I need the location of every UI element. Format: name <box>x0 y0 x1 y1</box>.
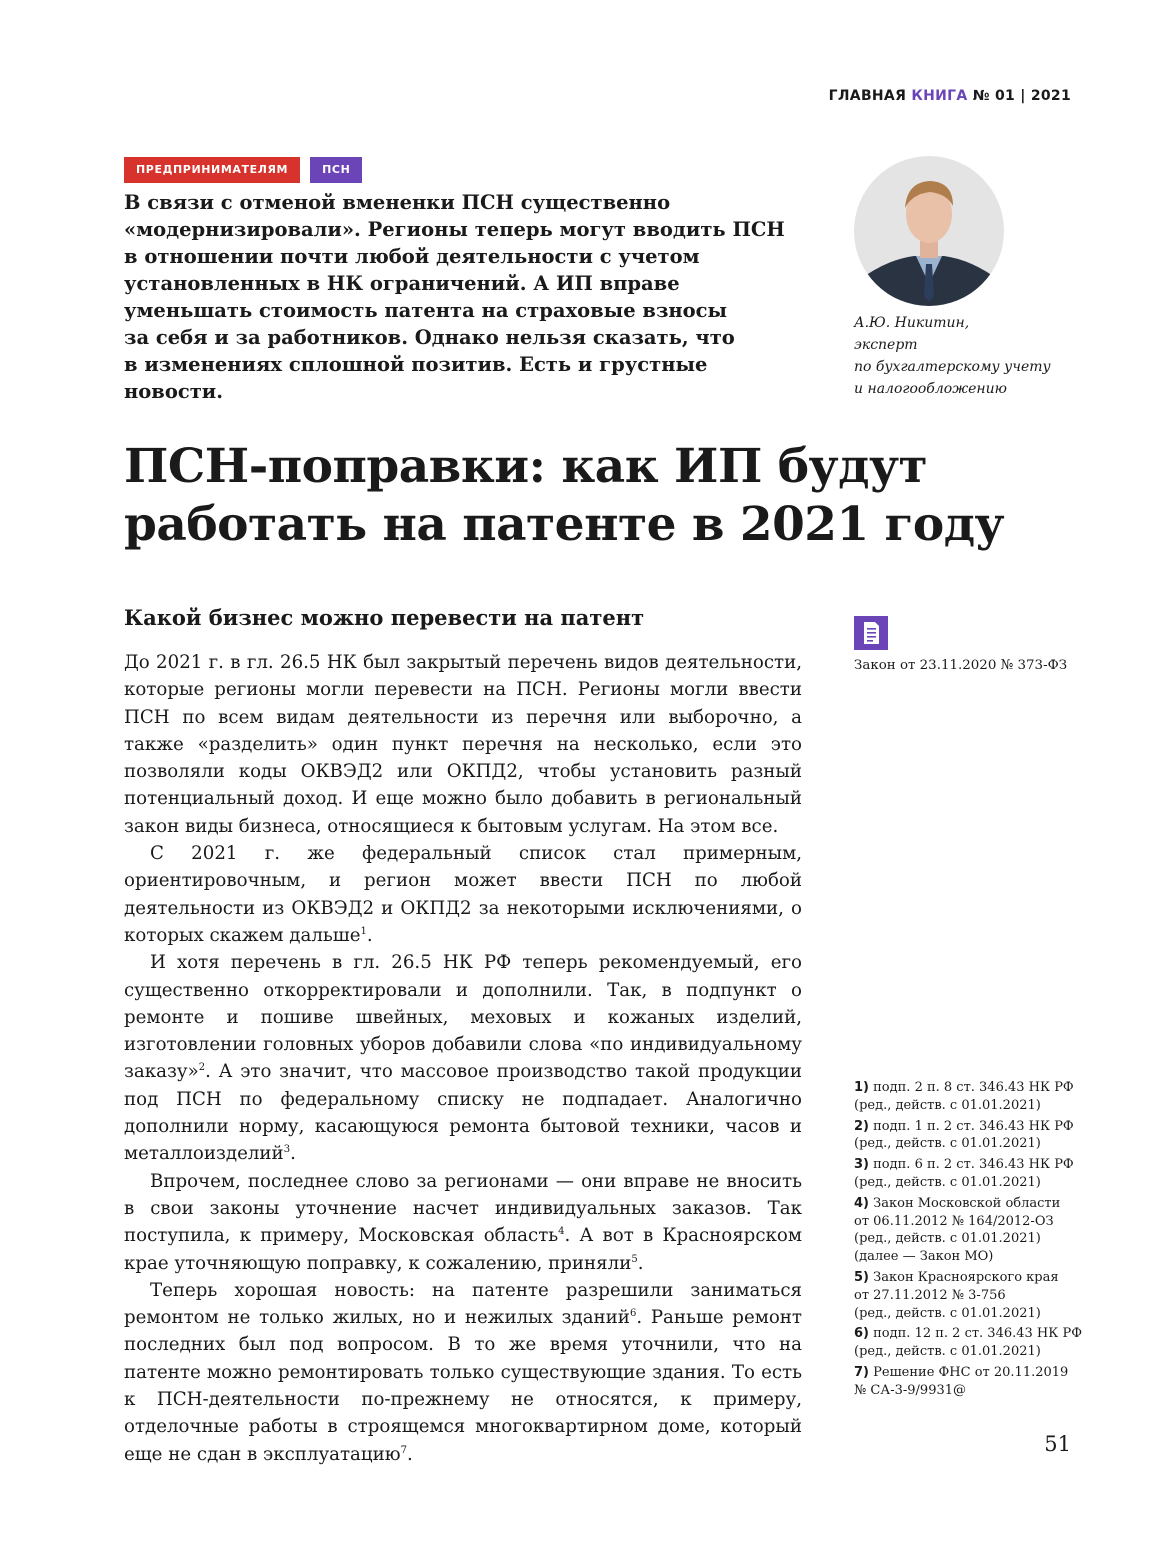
paragraph: И хотя перечень в гл. 26.5 НК РФ теперь рекомендуемый, его существенно откорректировали и дополнили. Так, в подпункт о ремонте и пошиве швейных, меховых и кожаных изделий, изготовлении головных уборов добавили слова «по индивидуальному заказу»$^2$. А это значит, что массовое производство такой продукции под ПСН по федеральному списку не подпадает. Аналогично дополнили норму, касающуюся ремонта бытовой техники, часов и металлоизделий$^3$. <box>124 952 802 1165</box>
footnote-ref[interactable]: 7 <box>400 1444 407 1456</box>
paragraph: До 2021 г. в гл. 26.5 НК был закрытый перечень видов деятельности, которые регионы могли перевести на ПСН. Регионы могли ввести ПСН по всем видам деятельности из перечня или выборочно, а также «разделить» один пункт перечня на несколько, если это позволяли коды ОКВЭД2 или ОКПД2, чтобы установить разный потенциальный доход. И еще можно было добавить в региональный закон виды бизнеса, относящиеся к бытовым услугам. На этом все. <box>124 652 802 837</box>
paragraph: Теперь хорошая новость: на патенте разрешили заниматься ремонтом не только жилых, но и нежилых зданий$^6$. Раньше ремонт последних был под вопросом. В то же время уточнили, что на патенте можно ремонтировать только существующие здания. То есть к ПСН-деятельности по-прежнему не относятся, к примеру, отделочные работы в строящемся многоквартирном доме, который еще не сдан в эксплуатацию$^7$. <box>124 1279 802 1465</box>
footnote-ref[interactable]: 4 <box>558 1226 565 1238</box>
footnotes <box>854 1079 1094 1403</box>
footnote-ref[interactable]: 1 <box>360 925 367 937</box>
footnote: 4) Закон Московской области от 06.11.2012 № 164/2012-ОЗ (ред., действ. с 01.01.2021) (далее — Закон МО) <box>854 1195 1061 1265</box>
article-headline: ПСН-поправки: как ИП будут работать на патенте в 2021 году <box>124 439 1005 552</box>
paragraph: С 2021 г. же федеральный список стал примерным, ориентировочным, и регион может ввести ПСН по любой деятельности из ОКВЭД2 и ОКПД2 за некоторыми исключениями, о которых скажем дальше$^1$. <box>124 843 802 946</box>
law-reference: Закон от 23.11.2020 № 373-ФЗ <box>854 658 1068 673</box>
document-icon <box>854 616 888 650</box>
footnote: 7) Решение ФНС от 20.11.2019 № СА-3-9/9931@ <box>854 1364 1069 1398</box>
paragraph: Впрочем, последнее слово за регионами — они вправе не вносить в свои законы уточнение насчет индивидуальных заказов. Так поступила, к примеру, Московская область$^4$. А вот в Красноярском крае уточняющую поправку, к сожалению, приняли$^5$. <box>124 1170 802 1274</box>
author-credit: А.Ю. Никитин, эксперт по бухгалтерскому учету и налогообложению <box>854 315 1051 397</box>
page-number: 51 <box>1044 1432 1071 1456</box>
tag-psn[interactable]: ПСН <box>310 157 362 183</box>
footnote: 2) подп. 1 п. 2 ст. 346.43 НК РФ (ред., действ. с 01.01.2021) <box>854 1118 1074 1152</box>
lead-paragraph: В связи с отменой вмененки ПСН существенно «модернизировали». Регионы теперь могут вводить ПСН в отношении почти любой деятельности с учетом установленных в НК ограничений. А ИП вправе уменьшать стоимость патента на страховые взносы за себя и за работников. Однако нельзя сказать, что в изменениях сплошной позитив. Есть и грустные новости. <box>124 191 785 403</box>
category-tags <box>124 157 362 183</box>
author-portrait <box>854 156 1004 306</box>
masthead-issue: № 01 | 2021 <box>972 88 1071 104</box>
footnote-ref[interactable]: 5 <box>631 1253 638 1265</box>
footnote-ref[interactable]: 2 <box>198 1062 206 1074</box>
masthead <box>829 88 1071 104</box>
footnote-ref[interactable]: 3 <box>283 1144 291 1156</box>
footnote: 6) подп. 12 п. 2 ст. 346.43 НК РФ (ред., действ. с 01.01.2021) <box>854 1326 1082 1360</box>
masthead-title-accent: КНИГА <box>911 88 968 104</box>
footnote: 5) Закон Красноярского края от 27.11.2012 № 3-756 (ред., действ. с 01.01.2021) <box>854 1269 1059 1321</box>
footnote: 1) подп. 2 п. 8 ст. 346.43 НК РФ (ред., действ. с 01.01.2021) <box>854 1080 1074 1113</box>
section-title: Какой бизнес можно перевести на патент <box>124 605 645 630</box>
footnote-ref[interactable]: 6 <box>629 1308 637 1320</box>
masthead-title: ГЛАВНАЯ <box>828 88 907 104</box>
tag-entrepreneurs[interactable]: ПРЕДПРИНИМАТЕЛЯМ <box>124 157 300 183</box>
footnote: 3) подп. 6 п. 2 ст. 346.43 НК РФ (ред., действ. с 01.01.2021) <box>854 1157 1074 1190</box>
article-body <box>124 649 802 1468</box>
